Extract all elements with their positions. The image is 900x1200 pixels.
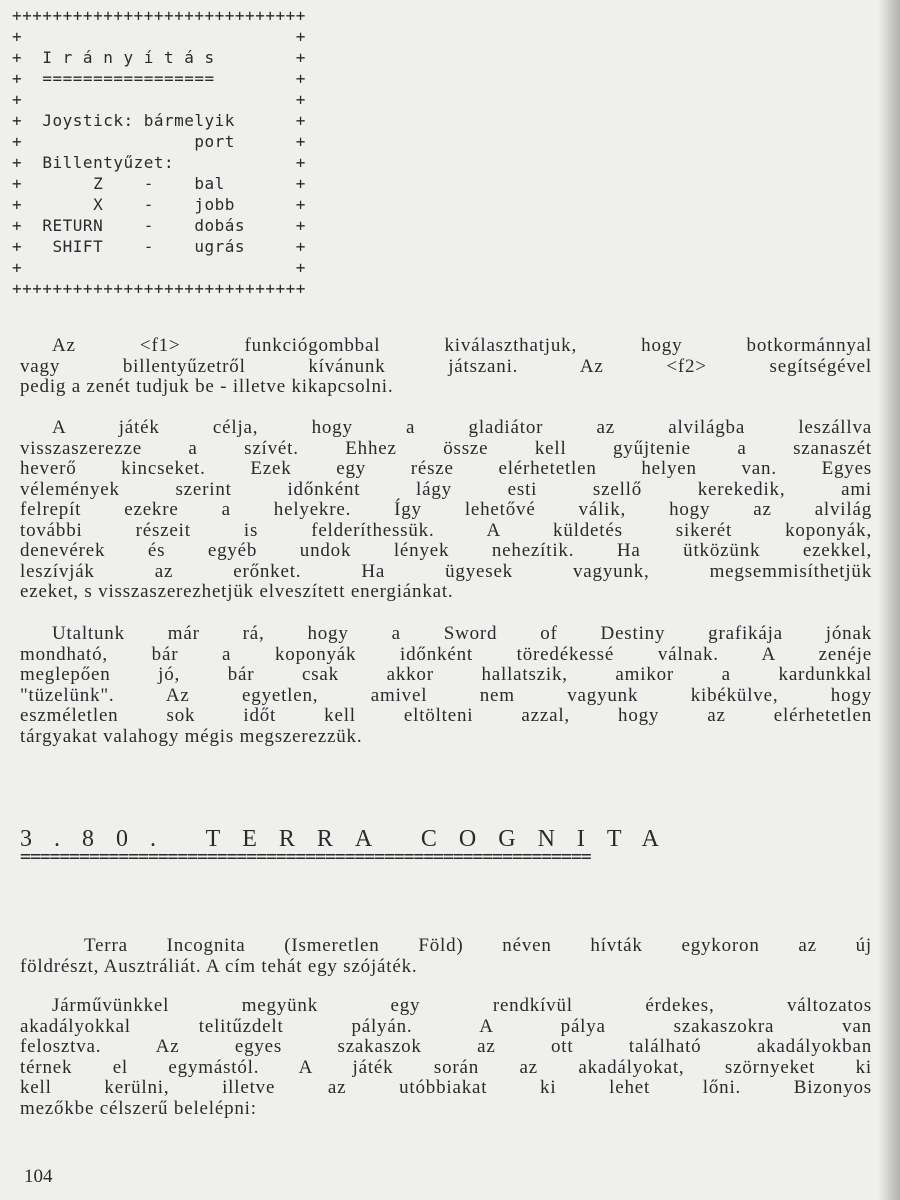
box-line: +++++++++++++++++++++++++++++ (12, 279, 306, 298)
text-line: eszméletlen sok időt kell eltölteni azzal, hogy az elérhetetlen (20, 705, 872, 726)
box-key-shift-line: + SHIFT - ugrás + (12, 237, 306, 256)
text-line: vélemények szerint időnként lágy esti szellő kerekedik, ami (20, 478, 872, 500)
box-key-z-line: + Z - bal + (12, 174, 306, 193)
text-line: leszívják az erőnket. Ha ügyesek vagyunk, megsemmisíthetjük (20, 560, 872, 582)
box-title-underline: + ================= + (12, 69, 306, 88)
text-line: A játék célja, hogy a gladiátor az alvilágba leszállva (52, 417, 872, 438)
paragraph-goal (20, 418, 872, 603)
box-line: + + (12, 90, 306, 109)
text-line: Az <f1> funkciógombbal kiválaszthatjuk, hogy botkormánnyal (52, 335, 872, 356)
text-line: denevérek és egyéb undok lények nehezítik. Ha ütközünk ezekkel, (20, 540, 872, 561)
box-joystick-line: + Joystick: bármelyik + (12, 111, 306, 130)
paragraph-title-explanation (20, 936, 872, 977)
text-line: visszaszerezze a szívét. Ehhez össze kell gyűjtenie a szanaszét (20, 437, 872, 459)
text-line: tárgyakat valahogy mégis megszerezzük. (20, 725, 363, 747)
box-keyboard-line: + Billentyűzet: + (12, 153, 306, 172)
text-line: "tüzelünk". Az egyetlen, amivel nem vagyunk kibékülve, hogy (20, 684, 872, 706)
scan-edge-shadow (878, 0, 900, 1200)
text-line: Terra Incognita (Ismeretlen Föld) néven hívták egykoron az új (84, 935, 872, 956)
paragraph-gameplay (20, 996, 872, 1119)
box-key-return-line: + RETURN - dobás + (12, 216, 306, 235)
text-line: térnek el egymástól. A játék során az akadályokat, szörnyeket ki (20, 1056, 872, 1078)
text-line: mezőkbe célszerű belelépni: (20, 1097, 257, 1119)
paragraph-review (20, 624, 872, 747)
box-line: + + (12, 27, 306, 46)
box-title: + I r á n y í t á s + (12, 48, 306, 67)
text-line: felrepít ezekre a helyekre. Így lehetővé válik, hogy az alvilág (20, 499, 872, 520)
text-line: heverő kincseket. Ezek egy része elérhetetlen helyen van. Egyes (20, 458, 872, 479)
text-line: akadályokkal telitűzdelt pályán. A pálya szakaszokra van (20, 1015, 872, 1037)
text-line: meglepően jó, bár csak akkor hallatszik, amikor a kardunkkal (20, 664, 872, 685)
text-line: kell kerülni, illetve az utóbbiakat ki lehet lőni. Bizonyos (20, 1077, 872, 1098)
text-line: Járművünkkel megyünk egy rendkívül érdekes, változatos (52, 995, 872, 1016)
text-line: földrészt, Ausztráliát. A cím tehát egy szójáték. (20, 955, 418, 977)
section-heading-underline: ========================================================== (20, 846, 591, 867)
page-number: 104 (24, 1166, 53, 1187)
text-line: felosztva. Az egyes szakaszok az ott található akadályokban (20, 1036, 872, 1057)
text-line: további részeit is felderíthessük. A küldetés sikerét koponyák, (20, 519, 872, 541)
box-line: + + (12, 258, 306, 277)
text-line: Utaltunk már rá, hogy a Sword of Destiny grafikája jónak (52, 623, 872, 644)
text-line: mondható, bár a koponyák időnként töredékessé válnak. A zenéje (20, 643, 872, 665)
text-line: ezeket, s visszaszerezhetjük elveszített energiánkat. (20, 581, 454, 602)
text-line: pedig a zenét tudjuk be - illetve kikapcsolni. (20, 376, 394, 397)
section-heading: 3.80. TERRA COGNITA (20, 826, 681, 852)
paragraph-controls (20, 336, 872, 398)
text-line: vagy billentyűzetről kívánunk játszani. Az <f2> segítségével (20, 355, 872, 377)
box-key-x-line: + X - jobb + (12, 195, 306, 214)
box-line: +++++++++++++++++++++++++++++ (12, 6, 306, 25)
box-joystick-port-line: + port + (12, 132, 306, 151)
